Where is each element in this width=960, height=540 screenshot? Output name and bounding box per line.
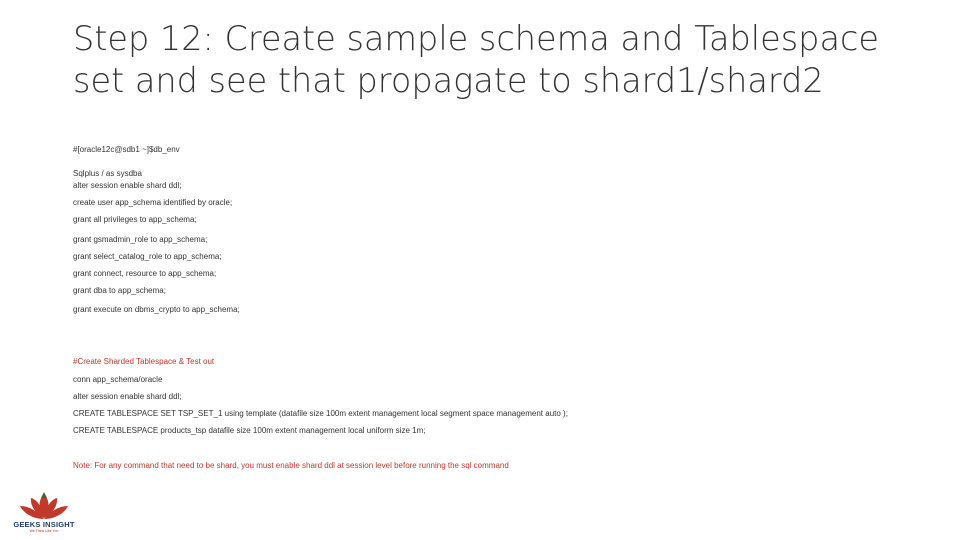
slide-title-line-2: set and see that propagate to shard1/shard2 — [73, 61, 824, 100]
code-line-alter-session: alter session enable shard ddl; — [73, 181, 182, 190]
slide-title — [73, 18, 933, 102]
note-text: Note: For any command that need to be shard, you must enable shard ddl at session level before running the sql command — [73, 461, 509, 470]
code-line-conn: conn app_schema/oracle — [73, 375, 163, 384]
logo-tagline: We Think Like You — [29, 529, 59, 533]
code-line-create-tablespace: CREATE TABLESPACE products_tsp datafile size 100m extent management local uniform size 1m; — [73, 426, 426, 435]
lotus-icon — [8, 490, 80, 522]
code-line-create-tablespace-set: CREATE TABLESPACE SET TSP_SET_1 using template (datafile size 100m extent management local segment space management auto ); — [73, 409, 568, 418]
logo-name: GEEKS INSIGHT — [13, 520, 75, 529]
section-heading-sharded-tablespace: #Create Sharded Tablespace & Test out — [73, 357, 215, 366]
slide-title-line-1: Step 12: Create sample schema and Tablespace — [73, 19, 879, 58]
code-line-grant-execute: grant execute on dbms_crypto to app_schema; — [73, 305, 240, 314]
code-line-grant-select-catalog: grant select_catalog_role to app_schema; — [73, 252, 222, 261]
code-line-grant-dba: grant dba to app_schema; — [73, 286, 166, 295]
geeks-insight-logo — [8, 490, 80, 536]
code-line-env: #[oracle12c@sdb1 ~]$db_env — [73, 145, 180, 154]
code-line-alter-session-2: alter session enable shard ddl; — [73, 392, 182, 401]
code-line-grant-connect: grant connect, resource to app_schema; — [73, 269, 217, 278]
code-line-create-user: create user app_schema identified by oracle; — [73, 198, 233, 207]
code-line-grant-gsmadmin: grant gsmadmin_role to app_schema; — [73, 235, 208, 244]
code-line-sqlplus: Sqlplus / as sysdba — [73, 169, 142, 178]
code-line-grant-all: grant all privileges to app_schema; — [73, 215, 197, 224]
